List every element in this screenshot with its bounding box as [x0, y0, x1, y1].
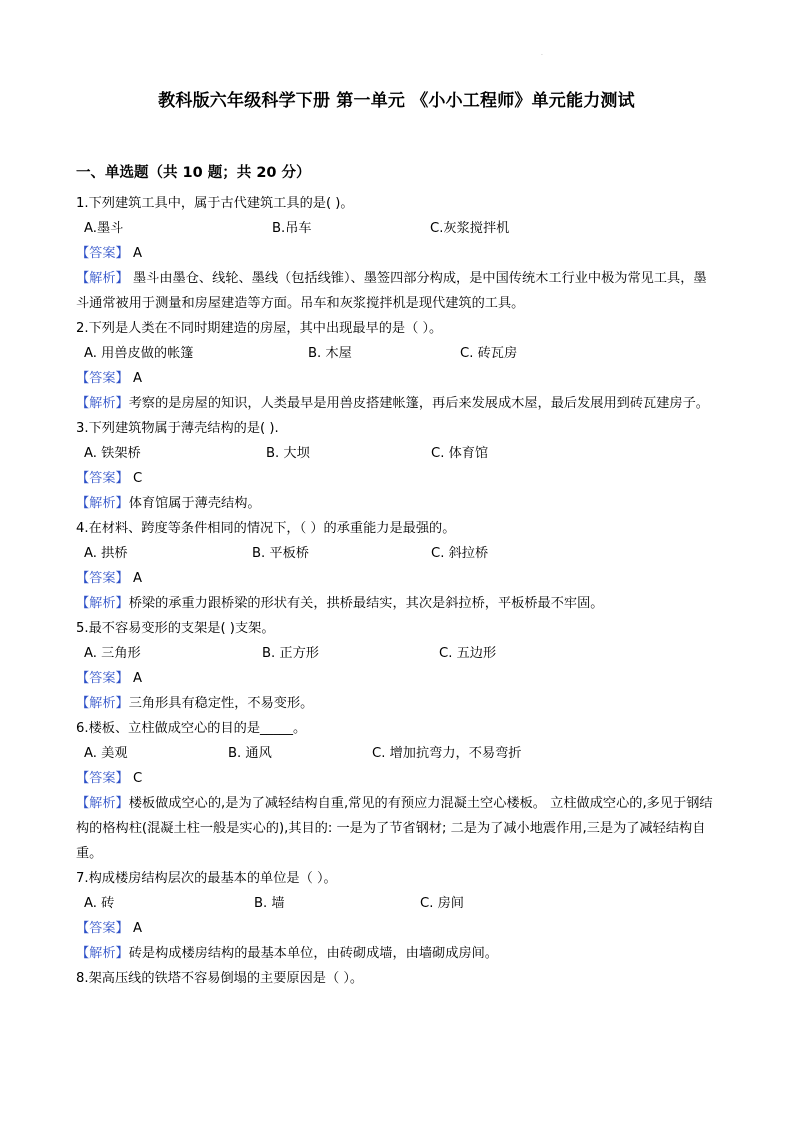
option-a: A. 铁架桥: [84, 446, 141, 461]
answer-tag: 【答案】: [76, 771, 129, 786]
question-7: [76, 866, 718, 966]
option-b: B. 大坝: [266, 446, 310, 461]
analysis-line: [76, 591, 718, 616]
analysis-tag: 【解析】: [76, 271, 129, 286]
option-a: A. 用兽皮做的帐篷: [84, 346, 194, 361]
question-8: [76, 966, 718, 991]
option-row: [76, 541, 718, 566]
analysis-text: 考察的是房屋的知识，人类最早是用兽皮搭建帐篷，再后来发展成木屋，最后发展用到砖瓦建房子。: [128, 396, 709, 411]
analysis-tag: 【解析】: [76, 496, 129, 511]
answer-tag: 【答案】: [76, 571, 129, 586]
analysis-text: 楼板做成空心的,是为了减轻结构自重,常见的有预应力混凝土空心楼板。 立柱做成空心的,多见于钢结构的格构柱(混凝土柱一般是实心的),其目的: 一是为了节省钢材; 二是为了减小地震作用,三是为了减轻结构自重。: [76, 796, 713, 861]
analysis-tag: 【解析】: [76, 946, 129, 961]
analysis-tag: 【解析】: [76, 796, 129, 811]
option-a: A. 拱桥: [84, 546, 128, 561]
option-b: B. 通风: [228, 746, 272, 761]
analysis-text: 桥梁的承重力跟桥梁的形状有关，拱桥最结实，其次是斜拉桥，平板桥最不牢固。: [128, 596, 604, 611]
option-b: B. 墙: [254, 896, 285, 911]
answer-line: [76, 366, 718, 391]
question-stem: 1.下列建筑工具中，属于古代建筑工具的是( )。: [76, 196, 354, 211]
answer-value: C: [128, 771, 143, 786]
option-row: [76, 641, 718, 666]
option-b: B. 平板桥: [252, 546, 309, 561]
question-stem: 2.下列是人类在不同时期建造的房屋，其中出现最早的是（ ）。: [76, 321, 443, 336]
analysis-text: 三角形具有稳定性，不易变形。: [128, 696, 314, 711]
answer-value: C: [128, 471, 143, 486]
question-6: [76, 716, 718, 866]
question-stem: 4.在材料、跨度等条件相同的情况下，（ ）的承重能力是最强的。: [76, 521, 456, 536]
analysis-line: [76, 691, 718, 716]
question-4: [76, 516, 718, 616]
answer-line: [76, 766, 718, 791]
option-row: [76, 891, 718, 916]
answer-tag: 【答案】: [76, 246, 129, 261]
analysis-tag: 【解析】: [76, 396, 129, 411]
answer-line: [76, 566, 718, 591]
question-1: [76, 191, 718, 316]
option-a: A. 三角形: [84, 646, 141, 661]
question-stem: 7.构成楼房结构层次的最基本的单位是（ ）。: [76, 871, 337, 886]
option-b: B.吊车: [272, 221, 312, 236]
answer-tag: 【答案】: [76, 371, 129, 386]
option-b: B. 木屋: [308, 346, 352, 361]
answer-tag: 【答案】: [76, 671, 129, 686]
analysis-tag: 【解析】: [76, 696, 129, 711]
option-row: [76, 741, 718, 766]
analysis-tag: 【解析】: [76, 596, 129, 611]
answer-tag: 【答案】: [76, 921, 129, 936]
option-c: C. 五边形: [439, 646, 497, 661]
section-title: 一、单选题（共 10 题；共 20 分）: [76, 165, 311, 181]
option-c: C. 砖瓦房: [460, 346, 518, 361]
analysis-text: 体育馆属于薄壳结构。: [128, 496, 261, 511]
question-3: [76, 416, 718, 516]
question-stem: 6.楼板、立柱做成空心的目的是_____。: [76, 721, 307, 736]
answer-value: A: [128, 371, 142, 386]
answer-value: A: [128, 671, 142, 686]
option-c: C. 体育馆: [431, 446, 489, 461]
answer-value: A: [128, 921, 142, 936]
analysis-line: [76, 491, 718, 516]
question-list: [76, 191, 718, 991]
question-stem: 8.架高压线的铁塔不容易倒塌的主要原因是（ ）。: [76, 971, 364, 986]
option-b: B. 正方形: [262, 646, 319, 661]
option-c: C. 房间: [420, 896, 464, 911]
answer-tag: 【答案】: [76, 471, 129, 486]
answer-value: A: [128, 571, 142, 586]
question-stem: 3.下列建筑物属于薄壳结构的是( ).: [76, 421, 279, 436]
option-row: [76, 216, 718, 241]
option-row: [76, 341, 718, 366]
answer-line: [76, 666, 718, 691]
analysis-line: [76, 941, 718, 966]
question-2: [76, 316, 718, 416]
analysis-line: [76, 391, 718, 416]
answer-value: A: [128, 246, 142, 261]
option-c: C. 斜拉桥: [431, 546, 489, 561]
page-title: 教科版六年级科学下册 第一单元 《小小工程师》单元能力测试: [158, 91, 635, 111]
option-a: A. 美观: [84, 746, 128, 761]
question-5: [76, 616, 718, 716]
top-mark: ·: [541, 52, 543, 59]
analysis-line: [76, 791, 718, 866]
answer-line: [76, 466, 718, 491]
analysis-line: [76, 266, 718, 316]
answer-line: [76, 241, 718, 266]
option-a: A. 砖: [84, 896, 115, 911]
answer-line: [76, 916, 718, 941]
option-row: [76, 441, 718, 466]
question-stem: 5.最不容易变形的支架是( )支架。: [76, 621, 275, 636]
option-c: C. 增加抗弯力，不易弯折: [372, 746, 522, 761]
analysis-text: 墨斗由墨仓、线轮、墨线（包括线锥）、墨签四部分构成，是中国传统木工行业中极为常见工具，墨斗通常被用于测量和房屋建造等方面。吊车和灰浆搅拌机是现代建筑的工具。: [76, 271, 707, 311]
analysis-text: 砖是构成楼房结构的最基本单位，由砖砌成墙，由墙砌成房间。: [128, 946, 498, 961]
option-a: A.墨斗: [84, 221, 124, 236]
option-c: C.灰浆搅拌机: [430, 221, 510, 236]
